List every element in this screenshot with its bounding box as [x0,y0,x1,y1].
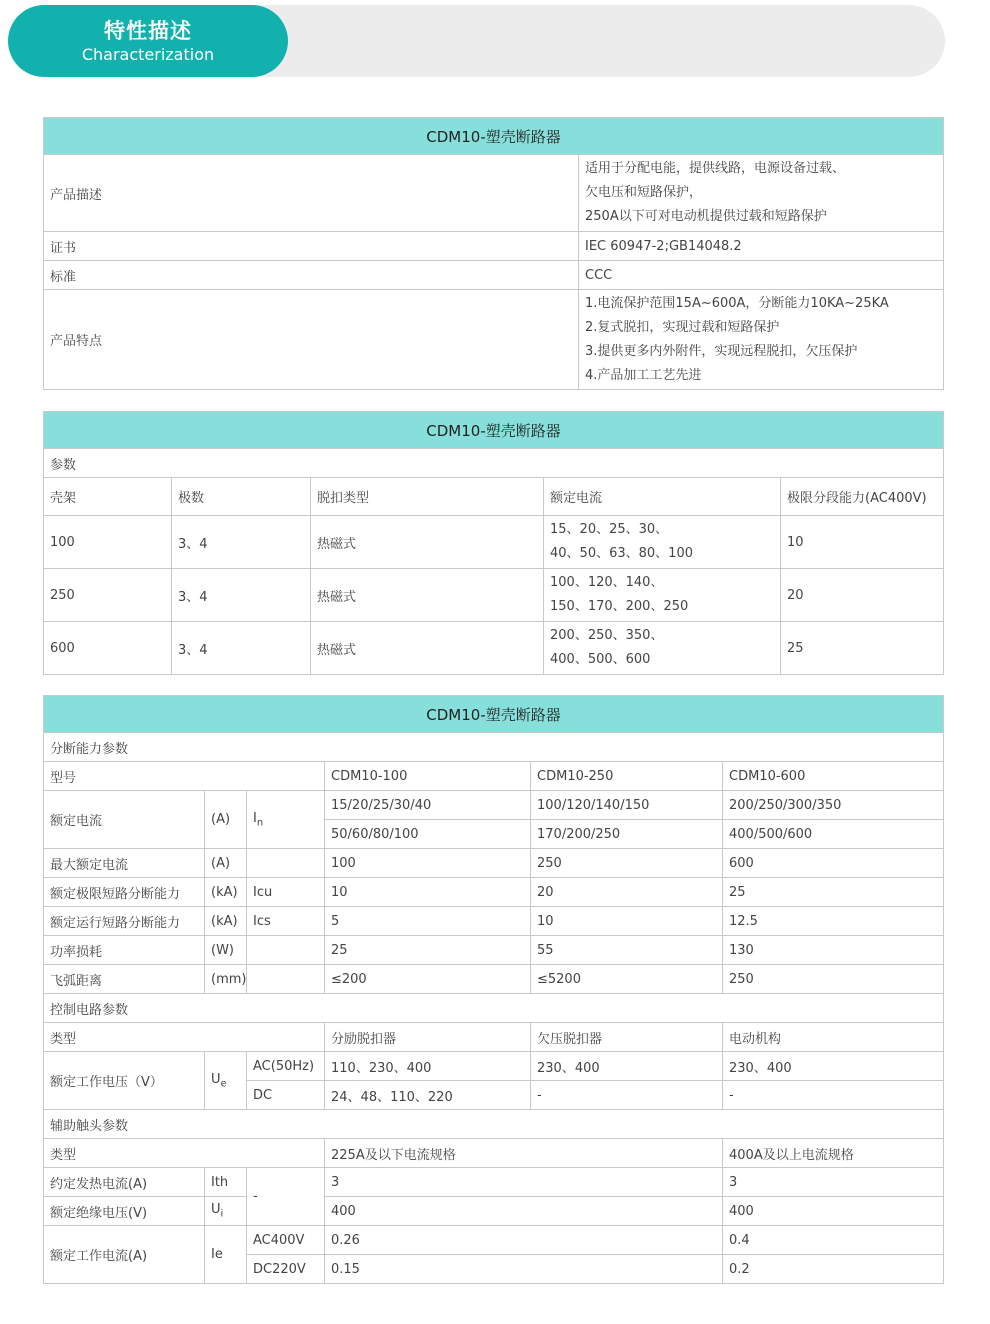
current-cell [544,622,781,675]
symbol-cell: Ics [247,907,325,936]
table-title: CDM10-塑壳断路器 [44,412,944,449]
symbol-cell [247,965,325,994]
symbol-cell [247,936,325,965]
frame-cell: 600 [44,622,172,675]
header-title-en: Characterization [81,45,215,64]
symbol-cell: Ie [205,1226,247,1284]
value-cell: 230、400 [531,1052,723,1081]
row-label: 约定发热电流(A) [44,1168,205,1197]
text-line: 100、120、140、 [550,575,664,590]
value-cell: 12.5 [723,907,944,936]
symbol-sub: i [220,1208,224,1220]
value-cell: 电动机构 [723,1023,944,1052]
value-cell: 55 [531,936,723,965]
frame-cell: 100 [44,516,172,569]
text-line: 2.复式脱扣，实现过载和短路保护 [585,319,780,335]
value-cell: 20 [531,878,723,907]
symbol: I [253,810,257,826]
value-cell: 0.4 [723,1226,944,1255]
current-cell [544,516,781,569]
model-name: CDM10-600 [723,762,944,791]
unit-cell: (kA) [205,907,247,936]
value-cell: 25 [723,878,944,907]
value-cell: 250 [723,965,944,994]
table-title: CDM10-塑壳断路器 [44,118,944,155]
text-line: 3.提供更多内外附件，实现远程脱扣，欠压保护 [585,343,858,359]
poles-cell: 3、4 [172,622,311,675]
value-cell: 400A及以上电流规格 [723,1139,944,1168]
value-cell: 400/500/600 [723,820,944,849]
header-title-cn: 特性描述 [104,19,192,43]
value-cell: 3 [723,1168,944,1197]
text-line: 40、50、63、80、100 [550,546,693,561]
symbol-cell [247,849,325,878]
column-header: 极限分段能力(AC400V) [781,478,944,516]
column-header: 壳架 [44,478,172,516]
value-cell: 25 [325,936,531,965]
unit-cell: (mm) [205,965,247,994]
text-line: 1.电流保护范围15A~600A，分断能力10KA~25KA [585,295,889,311]
unit-cell: (A) [205,849,247,878]
parameters-table [43,411,944,675]
value-cell: 0.15 [325,1255,723,1284]
row-label: 最大额定电流 [44,849,205,878]
product-description [579,155,944,232]
column-header: 极数 [172,478,311,516]
text-line: 欠电压和短路保护， [585,185,703,200]
value-cell: 225A及以下电流规格 [325,1139,723,1168]
unit-cell: (A) [205,791,247,849]
value-cell: 欠压脱扣器 [531,1023,723,1052]
value-cell: 250 [531,849,723,878]
sub-label: DC [247,1081,325,1110]
symbol: U [211,1071,221,1087]
value-cell: 100/120/140/150 [531,791,723,820]
frame-cell: 250 [44,569,172,622]
text-line: 4.产品加工工艺先进 [585,367,702,383]
symbol-cell [205,1197,247,1226]
dash-cell: - [247,1168,325,1226]
value-cell: ≤5200 [531,965,723,994]
value-cell: 5 [325,907,531,936]
row-label: 产品描述 [44,155,579,232]
table-title: CDM10-塑壳断路器 [44,696,944,733]
value-cell: ≤200 [325,965,531,994]
poles-cell: 3、4 [172,516,311,569]
row-label: 产品特点 [44,290,579,390]
capacity-cell: 25 [781,622,944,675]
row-label: 标准 [44,261,579,290]
text-line: 15、20、25、30、 [550,522,669,537]
sub-label: DC220V [247,1255,325,1284]
symbol-cell [205,1052,247,1110]
symbol-cell [247,791,325,849]
table-row [44,622,944,675]
value-cell: 10 [325,878,531,907]
row-label: 额定极限短路分断能力 [44,878,205,907]
value-cell: - [723,1081,944,1110]
value-cell: 200/250/300/350 [723,791,944,820]
value-cell: 0.26 [325,1226,723,1255]
technical-table [43,695,944,1284]
model-name: CDM10-250 [531,762,723,791]
row-label: 额定运行短路分断能力 [44,907,205,936]
section-label: 参数 [44,449,944,478]
column-header: 脱扣类型 [311,478,544,516]
section-label: 分断能力参数 [44,733,944,762]
capacity-cell: 10 [781,516,944,569]
sub-label: AC(50Hz) [247,1052,325,1081]
text-line: 200、250、350、 [550,628,664,643]
unit-cell: (kA) [205,878,247,907]
row-label: 额定工作电压（V） [44,1052,205,1110]
unit-cell: (W) [205,936,247,965]
value-cell: 分励脱扣器 [325,1023,531,1052]
table-row [44,569,944,622]
value-cell: 600 [723,849,944,878]
model-name: CDM10-100 [325,762,531,791]
symbol-cell: Ith [205,1168,247,1197]
value-cell: 10 [531,907,723,936]
value-cell: 170/200/250 [531,820,723,849]
certificate-value: IEC 60947-2;GB14048.2 [579,232,944,261]
capacity-cell: 20 [781,569,944,622]
row-label: 额定工作电流(A) [44,1226,205,1284]
row-label: 额定电流 [44,791,205,849]
symbol-sub: n [256,817,264,829]
poles-cell: 3、4 [172,569,311,622]
trip-cell: 热磁式 [311,569,544,622]
row-label: 功率损耗 [44,936,205,965]
model-label: 型号 [44,762,325,791]
value-cell: 130 [723,936,944,965]
symbol-sub: e [220,1078,227,1090]
current-cell [544,569,781,622]
row-label: 证书 [44,232,579,261]
text-line: 250A以下可对电动机提供过载和短路保护 [585,209,827,224]
value-cell: 100 [325,849,531,878]
value-cell: 24、48、110、220 [325,1081,531,1110]
row-label: 类型 [44,1023,325,1052]
row-label: 类型 [44,1139,325,1168]
text-line: 适用于分配电能，提供线路，电源设备过载、 [585,161,846,176]
text-line: 400、500、600 [550,652,651,667]
section-label: 控制电路参数 [44,994,944,1023]
symbol-cell: Icu [247,878,325,907]
symbol: U [211,1202,221,1218]
value-cell: 230、400 [723,1052,944,1081]
value-cell: - [531,1081,723,1110]
trip-cell: 热磁式 [311,516,544,569]
section-label: 辅助触头参数 [44,1110,944,1139]
value-cell: 50/60/80/100 [325,820,531,849]
trip-cell: 热磁式 [311,622,544,675]
standard-value: CCC [579,261,944,290]
value-cell: 3 [325,1168,723,1197]
sub-label: AC400V [247,1226,325,1255]
value-cell: 15/20/25/30/40 [325,791,531,820]
header-pill [8,5,288,77]
table-row [44,516,944,569]
row-label: 飞弧距离 [44,965,205,994]
value-cell: 400 [325,1197,723,1226]
product-info-table [43,117,944,390]
column-header: 额定电流 [544,478,781,516]
value-cell: 0.2 [723,1255,944,1284]
row-label: 额定绝缘电压(V) [44,1197,205,1226]
product-features [579,290,944,390]
value-cell: 400 [723,1197,944,1226]
text-line: 150、170、200、250 [550,599,689,614]
value-cell: 110、230、400 [325,1052,531,1081]
